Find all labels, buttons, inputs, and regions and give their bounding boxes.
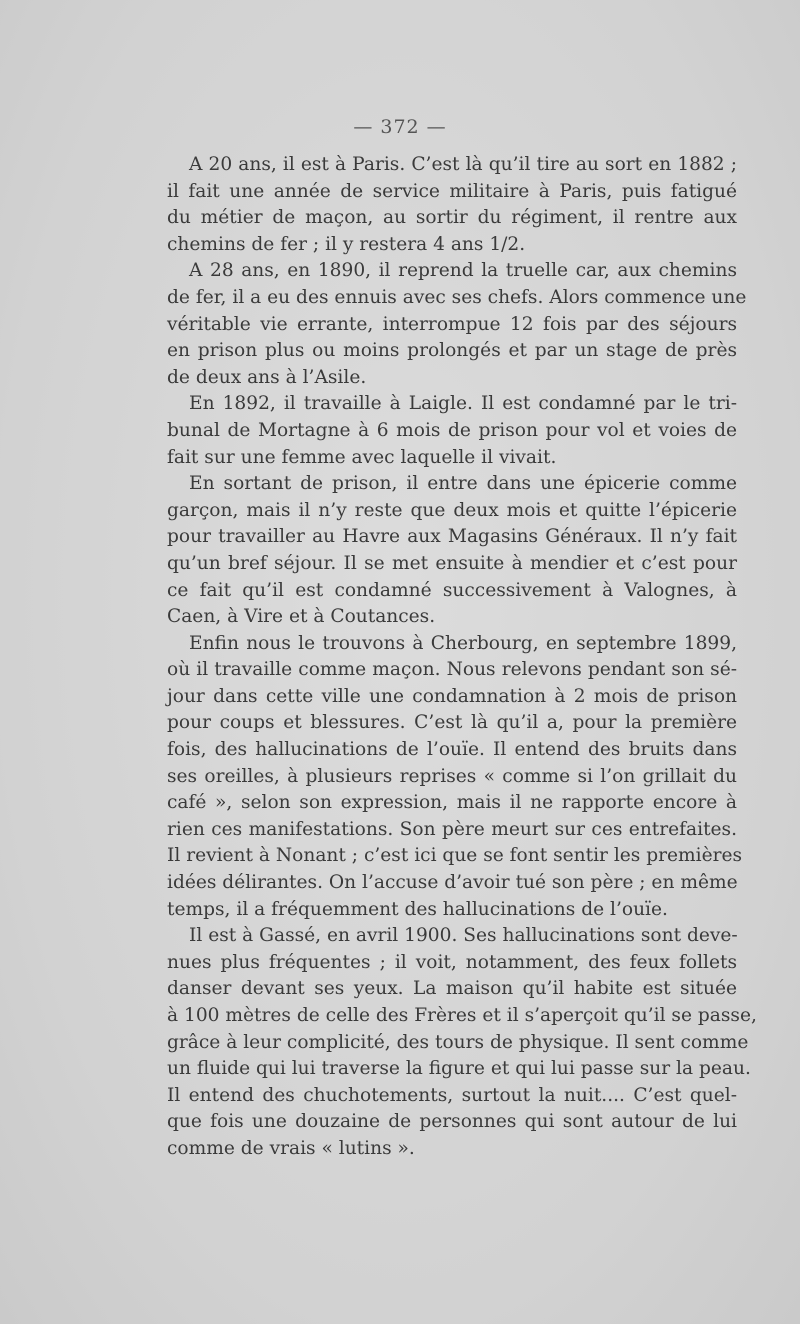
text-line: A 20 ans, il est à Paris. C’est là qu’il tire au sort en 1882 ; [189, 154, 737, 175]
paragraph [167, 391, 737, 471]
text-line: un fluide qui lui traverse la figure et qui lui passe sur la peau. [167, 1058, 751, 1080]
text-line: café », selon son expression, mais il ne rapporte encore à [167, 792, 737, 814]
text-line: nues plus fréquentes ; il voit, notamment, des feux follets [167, 951, 737, 973]
text-line: garçon, mais il n’y reste que deux mois et quitte l’épicerie [167, 499, 737, 521]
text-line: ce fait qu’il est condamné successivement à Valognes, à [167, 579, 737, 601]
text-line: où il travaille comme maçon. Nous relevons pendant son sé- [167, 659, 737, 681]
text-line: bunal de Mortagne à 6 mois de prison pour vol et voies de [167, 419, 737, 441]
text-line: du métier de maçon, au sortir du régiment, il rentre aux [167, 207, 737, 229]
text-line: fait sur une femme avec laquelle il vivait. [167, 446, 557, 468]
body-text [167, 152, 757, 1163]
text-line: ses oreilles, à plusieurs reprises « comme si l’on grillait du [167, 765, 737, 787]
text-line: chemins de fer ; il y restera 4 ans 1/2. [167, 233, 526, 255]
text-line: véritable vie errante, interrompue 12 fois par des séjours [167, 313, 737, 335]
paragraph [167, 152, 737, 258]
text-line: Il revient à Nonant ; c’est ici que se font sentir les premières [167, 845, 743, 867]
text-line: Il entend des chuchotements, surtout la nuit.... C’est quel- [167, 1084, 737, 1106]
text-line: que fois une douzaine de personnes qui sont autour de lui [167, 1111, 737, 1133]
paragraph [167, 258, 747, 391]
text-line: jour dans cette ville une condamnation à 2 mois de prison [167, 685, 737, 707]
paragraph [167, 923, 757, 1162]
paragraph [167, 631, 743, 924]
text-line: en prison plus ou moins prolongés et par un stage de près [167, 340, 737, 362]
text-line: Il est à Gassé, en avril 1900. Ses hallucinations sont deve- [189, 925, 738, 947]
text-line: grâce à leur complicité, des tours de physique. Il sent comme [167, 1031, 749, 1053]
text-line: Caen, à Vire et à Coutances. [167, 606, 436, 628]
text-line: il fait une année de service militaire à Paris, puis fatigué [167, 180, 737, 202]
text-line: fois, des hallucinations de l’ouïe. Il entend des bruits dans [167, 739, 737, 761]
text-line: temps, il a fréquemment des hallucinations de l’ouïe. [167, 898, 668, 920]
text-line: de fer, il a eu des ennuis avec ses chefs. Alors commence une [167, 286, 747, 308]
text-line: à 100 mètres de celle des Frères et il s’aperçoit qu’il se passe, [167, 1005, 757, 1026]
text-line: pour travailler au Havre aux Magasins Généraux. Il n’y fait [167, 526, 737, 548]
text-line: En sortant de prison, il entre dans une épicerie comme [189, 473, 737, 495]
text-line: Enfin nous le trouvons à Cherbourg, en septembre 1899, [189, 632, 737, 654]
text-line: idées délirantes. On l’accuse d’avoir tué son père ; en même [167, 872, 738, 894]
paragraph [167, 471, 737, 631]
text-line: pour coups et blessures. C’est là qu’il a, pour la première [167, 712, 737, 734]
text-line: A 28 ans, en 1890, il reprend la truelle car, aux chemins [189, 260, 737, 282]
text-line: rien ces manifestations. Son père meurt sur ces entrefaites. [167, 818, 737, 840]
text-line: qu’un bref séjour. Il se met ensuite à mendier et c’est pour [167, 552, 737, 574]
text-line: de deux ans à l’Asile. [167, 366, 367, 388]
text-line: comme de vrais « lutins ». [167, 1137, 415, 1159]
text-line: danser devant ses yeux. La maison qu’il habite est située [167, 978, 737, 1000]
page-number: — 372 — [353, 116, 447, 138]
text-line: En 1892, il travaille à Laigle. Il est condamné par le tri- [189, 393, 737, 415]
